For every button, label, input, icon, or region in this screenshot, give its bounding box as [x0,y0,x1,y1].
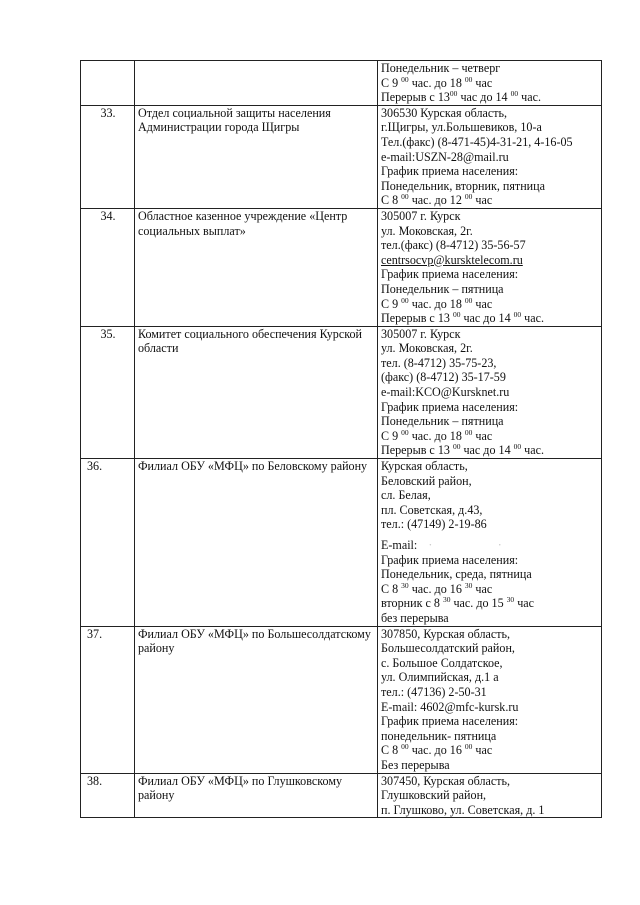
time-superscript: 00 [401,192,409,202]
info-line [381,193,599,208]
contact-info [378,773,602,818]
info-text: ул. Моковская, 2г. [381,341,473,356]
table-row [81,105,602,208]
info-text: Понедельник – четверг [381,61,501,75]
info-text: час. [521,311,545,326]
info-text: тел.: (47136) 2-50-31 [381,684,487,699]
info-line [381,714,599,729]
info-line [381,224,599,239]
info-line [381,414,599,429]
info-text: час [472,193,493,208]
info-text: Понедельник – пятница [381,281,504,296]
info-line [381,385,599,400]
info-text: сл. Белая, [381,488,431,503]
contact-info [378,326,602,458]
time-superscript: 30 [442,595,451,605]
info-text: e-mail:USZN-28@mail.ru [381,149,509,164]
info-text: час [472,581,493,596]
info-line [381,267,599,282]
info-text: вторник с 8 [381,596,443,611]
row-number: 35. [81,326,135,458]
info-text: час. до 12 [408,193,465,208]
info-line [381,517,599,532]
info-line [381,670,599,685]
info-text: График приема населения: [381,164,519,179]
contact-info [378,459,602,627]
info-text: час [514,596,535,611]
info-text: час. до 16 [408,743,465,758]
info-line [381,297,599,312]
info-line [381,443,599,458]
info-line [381,582,599,597]
info-text: час до 14 [460,311,514,326]
info-line [381,282,599,297]
info-text: С 8 [381,581,402,596]
info-text: С 8 [381,193,402,208]
info-text: понедельник- пятница [381,728,497,743]
info-text: час. до 16 [408,581,465,596]
info-text: ул. Олимпийская, д.1 а [381,670,499,685]
info-text: час. до 18 [408,296,465,311]
info-text: тел.: (47149) 2-19-86 [381,517,487,532]
time-superscript: 30 [506,595,515,605]
row-number: 37. [81,626,135,773]
organization-name [135,326,378,458]
info-text: час. до 18 [408,75,465,90]
time-superscript: 00 [464,295,473,305]
info-line [381,311,599,326]
contact-info [378,61,602,106]
info-text: 305007 г. Курск [381,326,461,341]
row-number: 34. [81,208,135,326]
info-text: Перерыв с 13 [381,90,450,105]
table-row [81,61,602,106]
info-text: пл. Советская, д.43, [381,502,483,517]
info-text: E-mail: 4602@mfc-kursk.ru [381,699,519,714]
time-superscript: 00 [401,742,409,752]
info-text: тел. (8-4712) 35-75-23, [381,355,497,370]
info-text: час [472,743,493,758]
row-number [81,61,135,106]
organization-name [135,773,378,818]
time-superscript: 00 [452,310,461,320]
info-text: График приема населения: [381,399,519,414]
info-text: e-mail:KCO@Kursknet.ru [381,385,510,400]
info-line [381,429,599,444]
time-superscript: 30 [464,580,473,590]
info-line [381,253,599,268]
info-line [381,400,599,415]
info-line [381,611,599,626]
organization-name-text: Отдел социальной защиты населения Администрации города Щигры [138,105,331,135]
info-text: С 9 [381,296,402,311]
info-text: (факс) (8-4712) 35-17-59 [381,370,506,385]
info-line [381,106,599,121]
info-text: Понедельник, вторник, пятница [381,178,545,193]
info-line [381,61,599,76]
info-text: час [472,75,493,90]
info-text: Большесолдатский район, [381,641,515,656]
info-line [381,209,599,224]
info-line [381,788,599,803]
table-row [81,208,602,326]
info-text: Без перерыва [381,757,450,772]
info-text: час. до 18 [408,428,465,443]
info-line [381,370,599,385]
info-text: Понедельник – пятница [381,414,504,429]
info-text: График приема населения: [381,552,519,567]
info-text: без перерыва [381,610,449,625]
organization-name-text: Филиал ОБУ «МФЦ» по Большесолдатскому району [138,626,371,656]
time-superscript: 30 [401,580,409,590]
info-line [381,553,599,568]
organization-name [135,626,378,773]
info-text: Курская область, [381,459,468,474]
info-text: С 9 [381,75,402,90]
table-row [81,773,602,818]
info-line [381,356,599,371]
info-line [381,700,599,715]
info-text: 307850, Курская область, [381,626,511,641]
info-text: час до 14 [457,90,511,105]
organization-name [135,105,378,208]
info-line [381,803,599,818]
time-superscript: 00 [449,89,458,99]
organization-name [135,459,378,627]
info-line [381,538,599,553]
info-line [381,656,599,671]
info-line [381,459,599,474]
info-text: 307450, Курская область, [381,773,511,788]
info-line [381,150,599,165]
info-text: час [472,296,493,311]
organization-name [135,208,378,326]
contact-info [378,208,602,326]
info-line [381,179,599,194]
info-line [381,135,599,150]
info-text: Перерыв с 13 [381,443,453,458]
info-text: С 8 [381,743,402,758]
organization-name [135,61,378,106]
time-superscript: 00 [401,427,409,437]
time-superscript: 00 [464,74,473,84]
info-line [381,76,599,91]
info-line [381,567,599,582]
info-text: час. [521,443,545,458]
info-text: час. [518,90,542,105]
info-text: час до 14 [460,443,514,458]
info-line [381,743,599,758]
info-line [381,641,599,656]
time-superscript: 00 [510,89,519,99]
info-text: С 9 [381,428,402,443]
info-line [381,627,599,642]
info-line [381,503,599,518]
organization-name-text: Комитет социального обеспечения Курской области [138,326,362,356]
time-superscript: 00 [464,192,473,202]
institutions-table [80,60,602,818]
organization-name-text: Филиал ОБУ «МФЦ» по Беловскому району [138,459,368,474]
time-superscript: 00 [513,310,522,320]
table-row [81,459,602,627]
organization-name-text: Областное казенное учреждение «Центр социальных выплат» [138,208,348,238]
info-text: ул. Моковская, 2г. [381,223,473,238]
info-text: г.Щигры, ул.Большевиков, 10-а [381,120,542,135]
row-number: 38. [81,773,135,818]
info-text: График приема населения: [381,714,519,729]
info-text: E-mail: [381,538,421,552]
info-line [381,729,599,744]
row-number: 33. [81,105,135,208]
info-line [381,164,599,179]
info-line [381,341,599,356]
info-text: График приема населения: [381,267,519,282]
info-text: час. до 15 [450,596,507,611]
info-line [381,596,599,611]
time-superscript: 00 [452,442,461,452]
time-superscript: 00 [513,442,522,452]
time-superscript: 00 [464,742,473,752]
info-text: centrsocvp@kursktelecom.ru [381,252,523,267]
info-line [381,685,599,700]
organization-name-text: Филиал ОБУ «МФЦ» по Глушковскому району [138,773,343,803]
info-text: с. Большое Солдатское, [381,655,503,670]
contact-info [378,105,602,208]
info-text: 305007 г. Курск [381,208,461,223]
contact-info [378,626,602,773]
info-text: п. Глушково, ул. Советская, д. 1 [381,802,545,817]
info-text: Перерыв с 13 [381,311,453,326]
info-line [381,758,599,773]
time-superscript: 00 [401,74,409,84]
info-line [381,120,599,135]
info-line [381,238,599,253]
info-line [381,474,599,489]
info-text: час [472,428,493,443]
info-text: Понедельник, среда, пятница [381,567,532,582]
info-text: тел.(факс) (8-4712) 35-56-57 [381,238,526,253]
info-text: Глушковский район, [381,788,487,803]
info-text: Тел.(факс) (8-471-45)4-31-21, 4-16-05 [381,134,573,149]
table-row [81,326,602,458]
table-row [81,626,602,773]
info-text: 306530 Курская область, [381,105,508,120]
time-superscript: 00 [464,427,473,437]
info-line [381,90,599,105]
redacted-email: · · [420,538,503,552]
time-superscript: 00 [401,295,409,305]
table-body [81,61,602,818]
info-text: Беловский район, [381,473,472,488]
row-number: 36. [81,459,135,627]
info-line [381,488,599,503]
info-line [381,774,599,789]
info-line [381,327,599,342]
